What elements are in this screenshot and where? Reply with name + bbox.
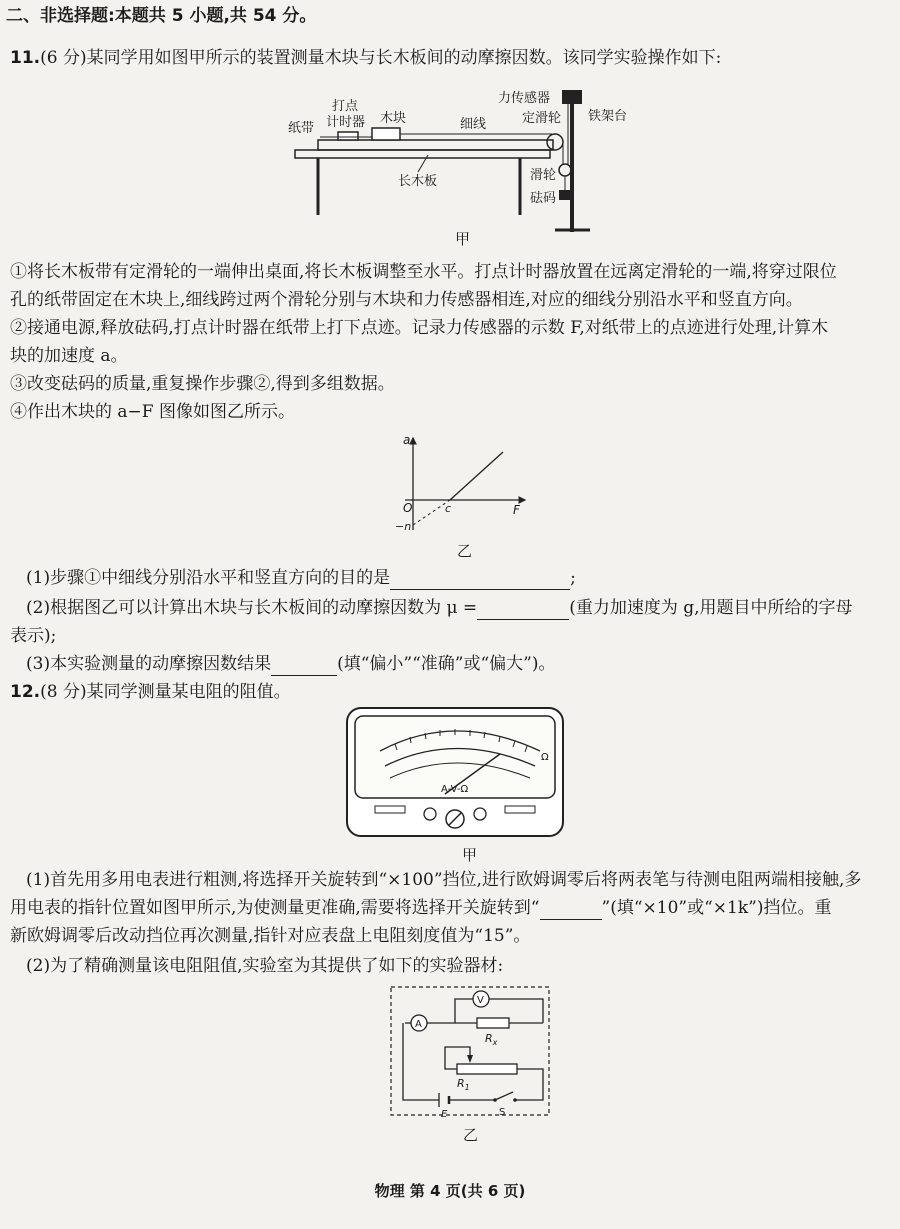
answer-blank-3[interactable] <box>271 657 337 676</box>
label-string: 细线 <box>460 117 487 132</box>
q12-sub1-line2 <box>10 896 831 920</box>
r1-label: $R_1$ <box>457 1077 470 1092</box>
switch-lever <box>495 1092 513 1100</box>
q11-step1-line1: ①将长木板带有定滑轮的一端伸出桌面,将长木板调整至水平。打点计时器放置在远离定滑轮的一端,将穿过限位 <box>10 262 837 282</box>
q11-sub2-line <box>26 596 853 620</box>
caption-yi-11: 乙 <box>457 542 473 560</box>
label-pulley: 滑轮 <box>530 168 557 183</box>
axis-label-a: a <box>403 433 411 447</box>
q11-intro: (6 分)某同学用如图甲所示的装置测量木块与长木板间的动摩擦因数。该同学实验操作如下: <box>40 48 722 68</box>
q11-sub2-b: (重力加速度为 g,用题目中所给的字母 <box>569 598 853 618</box>
switch-contact <box>513 1098 517 1102</box>
q11-sub3-b: (填“偏小”“准确”或“偏大”)。 <box>337 654 556 674</box>
weight <box>559 190 571 200</box>
rx-label: $R_x$ <box>485 1032 498 1047</box>
q11-sub1: (1)步骤①中细线分别沿水平和竖直方向的目的是 <box>26 568 391 588</box>
label-long-board: 长木板 <box>398 174 438 189</box>
wood-block <box>372 128 400 140</box>
caption-yi-12: 乙 <box>463 1126 479 1144</box>
figure-circuit <box>385 985 555 1120</box>
q11-sub2-c: 表示); <box>10 626 57 646</box>
q11-number: 11. <box>10 48 41 68</box>
label-fixed-pulley: 定滑轮 <box>522 111 562 126</box>
switch-label: S <box>499 1107 506 1118</box>
label-weight: 砝码 <box>530 191 557 206</box>
caption-jia-11: 甲 <box>455 230 471 248</box>
q11-sub3-line <box>26 652 556 676</box>
data-line <box>450 452 503 500</box>
meter-range-label: A-V-Ω <box>441 784 469 795</box>
q11-sub1-end: ; <box>570 568 576 588</box>
q12-number: 12. <box>10 682 41 702</box>
meter-ohm-symbol: Ω <box>541 752 549 763</box>
voltmeter-label: V <box>477 995 484 1006</box>
label-block: 木块 <box>380 111 407 126</box>
q12-sub1-a: (1)首先用多用电表进行粗测,将选择开关旋转到“×100”挡位,进行欧姆调零后将两表笔与待测电阻两端相接触,多 <box>26 870 862 890</box>
circuit-wires <box>403 999 543 1100</box>
table-top <box>295 150 550 158</box>
q12-sub2: (2)为了精确测量该电阻阻值,实验室为其提供了如下的实验器材: <box>26 956 504 976</box>
label-timer-1: 打点 <box>332 99 359 114</box>
q11-step1-line2: 孔的纸带固定在木块上,细线跨过两个滑轮分别与木块和力传感器相连,对应的细线分别沿水平和竖直方向。 <box>10 290 803 310</box>
rheostat-r1 <box>457 1064 517 1074</box>
q11-intro-line <box>10 46 721 70</box>
caption-jia-12: 甲 <box>462 846 478 864</box>
long-board <box>318 140 553 150</box>
q11-step2-line1: ②接通电源,释放砝码,打点计时器在纸带上打下点迹。记录力传感器的示数 F,对纸带上的点迹进行处理,计算木 <box>10 318 829 338</box>
answer-blank-4[interactable] <box>540 901 602 920</box>
q11-step4: ④作出木块的 a−F 图像如图乙所示。 <box>10 402 295 422</box>
q12-sub1-b: 用电表的指针位置如图甲所示,为使测量更准确,需要将选择开关旋转到“ <box>10 898 540 918</box>
figure-multimeter <box>345 706 565 841</box>
force-sensor <box>562 90 582 104</box>
page-footer: 物理 第 4 页(共 6 页) <box>374 1182 526 1200</box>
movable-pulley <box>559 164 571 176</box>
origin-label: O <box>403 501 413 515</box>
timer <box>338 132 358 140</box>
battery-label: E <box>441 1109 448 1120</box>
answer-blank-1[interactable] <box>390 571 570 590</box>
q11-sub2-a: (2)根据图乙可以计算出木块与长木板间的动摩擦因数为 μ = <box>26 598 478 618</box>
x-intercept-label: c <box>445 502 452 515</box>
q11-sub3-a: (3)本实验测量的动摩擦因数结果 <box>26 654 272 674</box>
ammeter-label: A <box>415 1019 422 1030</box>
fixed-pulley <box>547 134 563 150</box>
label-force-sensor: 力传感器 <box>498 91 551 106</box>
q12-intro: (8 分)某同学测量某电阻的阻值。 <box>40 682 291 702</box>
q11-sub1-line <box>26 566 576 590</box>
rheostat-slider <box>467 1055 473 1063</box>
iron-stand-pole <box>570 92 574 232</box>
q12-sub1-d: 新欧姆调零后改动挡位再次测量,指针对应表盘上电阻刻度值为“15”。 <box>10 926 531 946</box>
axis-label-F: F <box>513 503 520 517</box>
q11-step2-line2: 块的加速度 a。 <box>10 346 128 366</box>
resistor-rx <box>477 1018 509 1028</box>
label-iron-stand: 铁架台 <box>588 109 628 124</box>
q11-step3: ③改变砝码的质量,重复操作步骤②,得到多组数据。 <box>10 374 395 394</box>
figure-a-F-graph <box>395 430 535 540</box>
answer-blank-2[interactable] <box>477 601 569 620</box>
q12-sub1-c: ”(填“×10”或“×1k”)挡位。重 <box>601 898 832 918</box>
label-paper-tape: 纸带 <box>288 121 315 136</box>
section-heading: 二、非选择题:本题共 5 小题,共 54 分。 <box>6 6 317 26</box>
q12-intro-line <box>10 680 291 704</box>
label-timer-2: 计时器 <box>326 115 366 130</box>
y-intercept-label: −n <box>395 520 412 533</box>
